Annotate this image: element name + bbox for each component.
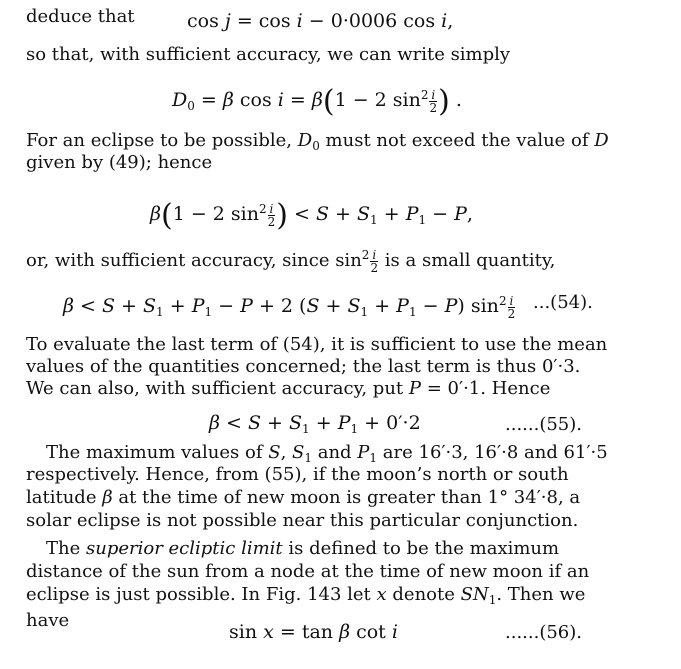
equation-cos-j: cos j = cos i − 0·0006 cos i,	[187, 10, 454, 32]
paragraph-line: respectively. Hence, from (55), if the moon’s north or south	[26, 464, 569, 485]
paragraph-line: To evaluate the last term of (54), it is sufficient to use the mean	[26, 334, 608, 355]
text-line: so that, with sufficient accuracy, we can write simply	[26, 44, 511, 65]
paragraph-line: latitude β at the time of new moon is greater than 1° 34′·8, a	[26, 487, 581, 508]
paragraph-line: The superior ecliptic limit is defined to be the maximum	[46, 538, 560, 559]
paragraph-line: eclipse is just possible. In Fig. 143 let x denote $SN_1$. Then we	[26, 584, 586, 607]
paragraph-line: distance of the sun from a node at the time of new moon if an	[26, 561, 590, 582]
equation-54: $\beta < S + S_1 + P_1 - P + 2$ $(S + S_1 + P_1 - P)$ $\sin^2$ $\frac{i}{2}$	[63, 293, 516, 321]
paragraph-line: For an eclipse to be possible, $D_0$ must not exceed the value of D	[26, 130, 609, 153]
text-line: deduce that	[26, 6, 135, 27]
equation-number: ......(55).	[505, 414, 583, 435]
paragraph-line: solar eclipse is not possible near this particular conjunction.	[26, 510, 579, 531]
paragraph-line: We can also, with sufficient accuracy, put P = 0′·1. Hence	[26, 378, 551, 399]
equation-56: sin x = tan β cot i	[229, 621, 398, 643]
equation-number: ......(56).	[505, 622, 583, 643]
term-emphasis: superior ecliptic limit	[85, 538, 283, 559]
paragraph-line: have	[26, 610, 70, 631]
paragraph-line: values of the quantities concerned; the last term is thus 0′·3.	[26, 356, 581, 377]
equation-number: ...(54).	[533, 292, 593, 313]
text-line: or, with sufficient accuracy, since $\sin^2$ $\frac{i}{2}$ is a small quantity,	[26, 247, 556, 275]
equation-inequality-1: β(1 − 2 $\sin^2$ $\frac{i}{2}$ ) < $S + S_1 + P_1 - P$,	[150, 198, 473, 233]
equation-D0: $D_0 = \beta$ cos i = β(1 − 2 $\sin^2$ $\frac{i}{2}$ ) .	[172, 84, 462, 119]
paragraph-line: given by (49); hence	[26, 152, 213, 173]
equation-55: $\beta < S + S_1 + P_1 + 0'\cdot 2$	[209, 412, 421, 436]
paragraph-line: The maximum values of S, $S_1$ and $P_1$ are 16′·3, 16′·8 and 61′·5	[46, 442, 608, 465]
